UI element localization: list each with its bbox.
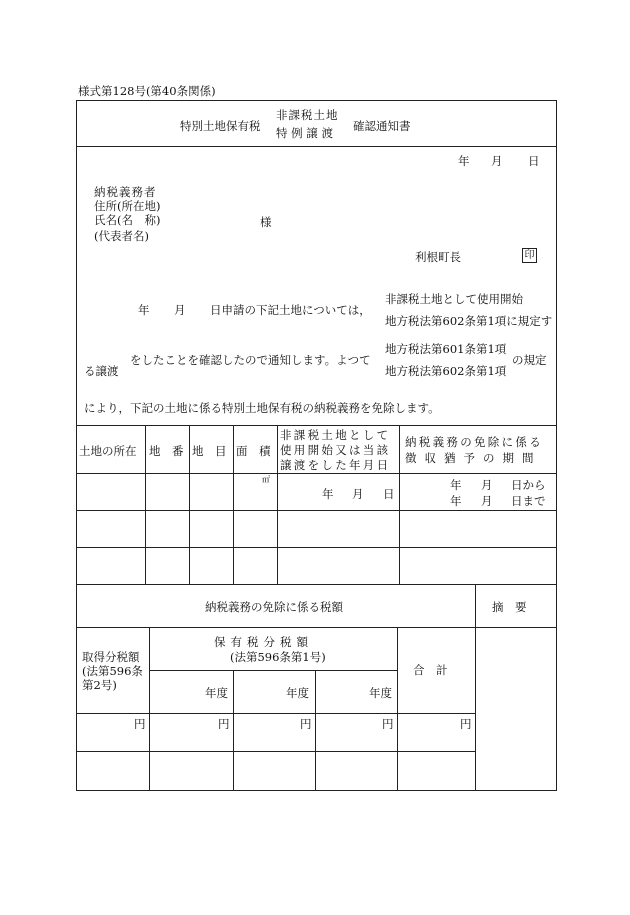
tax-col-line-2 [233,670,234,790]
fy-3: 年度 [369,686,392,700]
period-from-year: 年 [450,478,462,492]
tax-title-line [76,627,556,628]
title-mid-top: 非課税土地 [276,108,339,122]
border-right [556,100,557,790]
border-bottom [76,790,557,791]
period-to-month: 月 [481,494,493,508]
taxpayer-name: 氏名(名 称) [94,213,161,227]
period-to-year: 年 [450,494,462,508]
tax-col-line-3 [315,670,316,790]
issuer-name: 利根町長 [415,250,461,264]
taxpayer-representative: (代表者名) [94,229,149,243]
period-from-suffix: 日から [511,478,546,492]
yen-fy-1: 円 [218,717,230,731]
land-col-line-5 [399,425,400,584]
period-to-suffix: 日まで [511,494,546,508]
land-col-line-3 [233,425,234,584]
land-col-line-4 [277,425,278,584]
fy-1: 年度 [205,686,228,700]
body-l2-text: をしたことを確認したので通知します。よつて [130,353,371,367]
land-header-area: 面 積 [236,444,271,458]
title-mid-bottom: 特 例 譲 渡 [276,126,333,140]
row1-date-year: 年 [322,487,334,501]
seal-mark: 印 [522,248,537,263]
body-l2-option2: 地方税法第602条第1項 [385,364,507,378]
body-l1-option2: 地方税法第602条第1項に規定す [385,314,553,328]
total-label: 合 計 [413,663,448,677]
land-header-start-3: 譲渡をした年月日 [280,458,391,472]
tax-row-line-1 [76,713,475,714]
tax-remarks-divider [475,584,476,790]
tax-row-line-2 [76,751,475,752]
body-l1-text: 日申請の下記土地については， [210,303,371,317]
taxpayer-label: 納税義務者 [94,185,157,199]
row1-date-month: 月 [352,487,364,501]
hold-label-2: (法第596条第1号) [230,650,326,664]
land-header-start-2: 使用開始又は当該 [280,443,391,457]
hold-label-1: 保有税分税額 [214,635,313,649]
acq-label-1: 取得分税額 [82,650,140,664]
date-month: 月 [491,154,503,168]
acq-label-3: 第2号) [82,678,117,692]
land-col-line-2 [189,425,190,584]
form-number: 様式第128号(第40条関係) [78,84,216,98]
tax-table-title: 納税義務の免除に係る税額 [205,600,343,614]
land-header-start-1: 非課税土地として [280,428,391,442]
land-table-bottom [76,584,556,585]
yen-fy-3: 円 [382,717,394,731]
date-day: 日 [528,154,540,168]
land-header-exempt-1: 納税義務の免除に係る [405,435,543,449]
tax-col-line-4 [397,627,398,790]
taxpayer-honorific: 様 [260,215,272,229]
title-left: 特別土地保有税 [180,119,261,133]
body-l2-suffix: の規定 [512,353,547,367]
body-l2-prefix: る譲渡 [84,364,119,378]
land-row-line-1 [76,473,556,474]
title-right: 確認通知書 [353,119,411,133]
yen-acq: 円 [134,717,146,731]
body-l1-option1: 非課税土地として使用開始 [385,292,523,306]
tax-col-line-1 [149,627,150,790]
tax-table-remarks: 摘 要 [492,600,527,614]
body-l3-text: により，下記の土地に係る特別土地保有税の納税義務を免除します。 [84,401,440,415]
body-l1-year: 年 [138,303,150,317]
acq-label-2: (法第596条 [82,664,143,678]
land-table-top [76,425,556,426]
border-top [76,100,556,101]
period-from-month: 月 [481,478,493,492]
header-divider [76,146,556,147]
tax-fy-line [149,670,397,671]
date-year: 年 [458,154,470,168]
taxpayer-address: 住所(所在地) [94,199,161,213]
row1-date-day: 日 [383,487,395,501]
land-header-location: 土地の所在 [79,444,137,458]
land-header-exempt-2: 徴収猶予の期間 [405,451,542,465]
yen-fy-2: 円 [300,717,312,731]
land-col-line-1 [145,425,146,584]
land-header-lot: 地 番 [149,444,184,458]
body-l1-month: 月 [174,303,186,317]
fy-2: 年度 [286,686,309,700]
land-row-line-3 [76,547,556,548]
area-unit: ㎡ [262,475,270,484]
land-header-category: 地 目 [192,444,227,458]
land-row-line-2 [76,510,556,511]
yen-total: 円 [460,717,472,731]
body-l2-option1: 地方税法第601条第1項 [385,342,507,356]
border-left [76,100,77,790]
